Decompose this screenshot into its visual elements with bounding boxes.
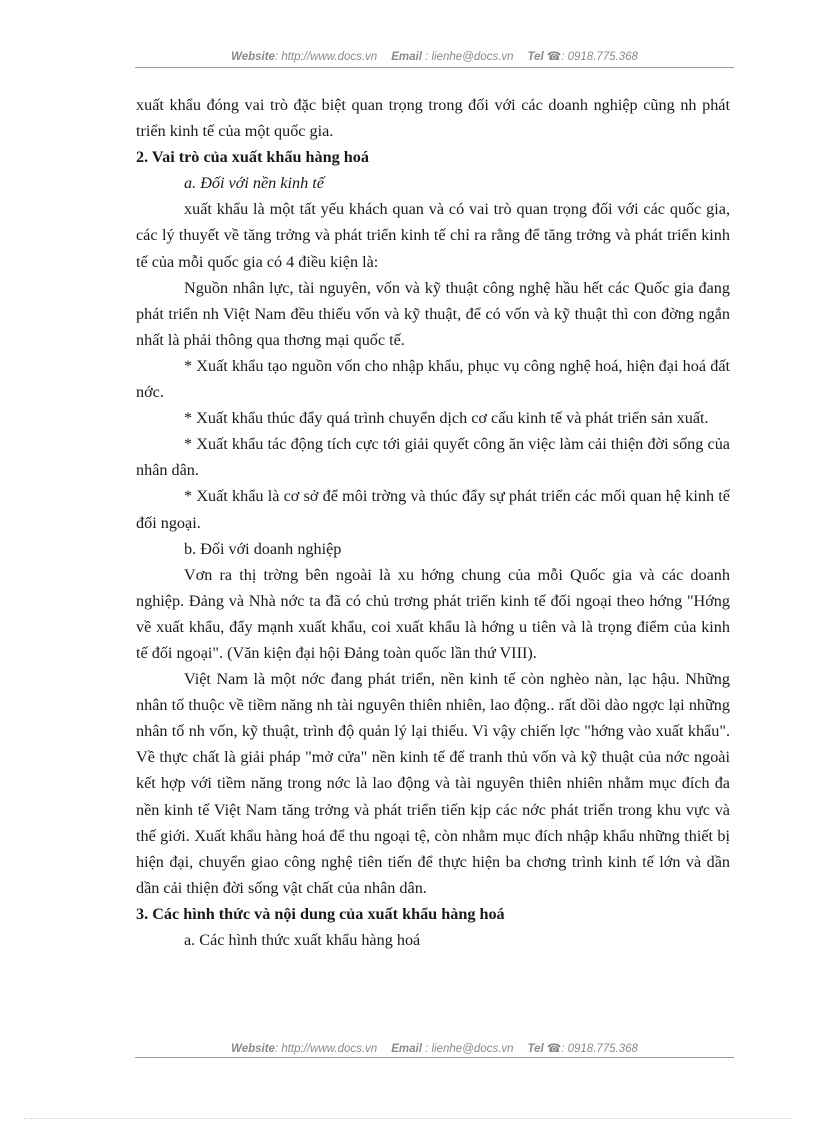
header-website-label: Website (231, 51, 275, 63)
paragraph-4: * Xuất khẩu thúc đẩy quá trình chuyển dịch cơ cấu kinh tế và phát triển sản xuất. (184, 409, 709, 428)
subsection-heading-3a: a. Các hình thức xuất khẩu hàng hoá (184, 931, 421, 949)
header-email-value[interactable]: : lienhe@docs.vn (425, 51, 514, 63)
subsection-heading-2b: b. Đối với doanh nghiệp (184, 539, 342, 558)
paragraph-1: xuất khẩu là một tất yếu khách quan và có vai trò quan trọng đối với các quốc gia, các lý thuyết về tăng trởng và phát triển kinh tế chỉ ra rằng để tăng trởng và phát triển kinh tế của mỗi quốc gia có 4 điều kiện là: (136, 200, 730, 271)
paragraph-intro: xuất khẩu đóng vai trò đặc biệt quan trọng trong đối với các doanh nghiệp cũng nh phát triển kinh tế của một quốc gia. (136, 96, 730, 141)
header-rule (135, 67, 734, 68)
page-footer (135, 1041, 734, 1055)
header-tel-label: Tel (527, 51, 544, 63)
header-tel-value: ☎: 0918.775.368 (546, 51, 638, 63)
footer-website-label: Website (231, 1043, 275, 1055)
footer-tel-value: ☎: 0918.775.368 (546, 1043, 638, 1055)
footer-email-value[interactable]: : lienhe@docs.vn (425, 1043, 514, 1055)
footer-website-url[interactable]: : http://www.docs.vn (274, 1043, 378, 1055)
paragraph-8: Việt Nam là một nớc đang phát triển, nền kinh tế còn nghèo nàn, lạc hậu. Những nhân tố thuộc về tiềm năng nh tài nguyên thiên nhiên, lao động.. rất dồi dào ngợc lại những nhân tố nh vốn, kỹ thuật, trình độ quản lý lại thiếu. Vì vậy chiến lợc "hớng vào xuất khẩu". Về thực chất là giải pháp "mở cửa" nền kinh tế để tranh thủ vốn và kỹ thuật của nớc ngoài kết hợp với tiềm năng trong nớc là lao động và tài nguyên thiên nhiên nhằm mục đích đa nền kinh tế Việt Nam tăng trởng và phát triển tiến kịp các nớc phát triển trong khu vực và thế giới. Xuất khẩu hàng hoá để thu ngoại tệ, còn nhằm mục đích nhập khẩu những thiết bị hiện đại, chuyển giao công nghệ tiên tiến để thực hiện ba chơng trình kinh tế lớn và dần dần cải thiện đời sống vật chất của nhân dân. (136, 670, 730, 897)
footer-rule (135, 1057, 734, 1058)
section-heading-3: 3. Các hình thức và nội dung của xuất khẩu hàng hoá (136, 904, 505, 923)
page-header (135, 49, 734, 63)
paragraph-2: Nguồn nhân lực, tài nguyên, vốn và kỹ thuật công nghệ hầu hết các Quốc gia đang phát triển nh Việt Nam đều thiếu vốn và kỹ thuật, để có vốn và kỹ thuật thì con đờng ngắn nhất là phải thông qua thơng mại quốc tế. (136, 278, 730, 349)
paragraph-6: * Xuất khẩu là cơ sở để môi trờng và thúc đẩy sự phát triển các mối quan hệ kinh tế đối ngoại. (136, 487, 730, 532)
header-website-url[interactable]: : http://www.docs.vn (274, 51, 378, 63)
paragraph-3: * Xuất khẩu tạo nguồn vốn cho nhập khẩu, phục vụ công nghệ hoá, hiện đại hoá đất nớc. (136, 356, 730, 402)
page-bottom-border (24, 1118, 792, 1119)
subsection-heading-2a: a. Đối với nền kinh tế (184, 174, 324, 193)
paragraph-5: * Xuất khẩu tác động tích cực tới giải quyết công ăn việc làm cải thiện đời sống của nhân dân. (136, 435, 730, 480)
footer-email-label: Email (391, 1043, 422, 1055)
section-heading-2: 2. Vai trò của xuất khẩu hàng hoá (136, 148, 369, 167)
paragraph-7: Vơn ra thị trờng bên ngoài là xu hớng chung của mỗi Quốc gia và các doanh nghiệp. Đảng và Nhà nớc ta đã có chủ trơng phát triển kinh tế đối ngoại theo hớng "Hớng về xuất khẩu, đẩy mạnh xuất khẩu, coi xuất khẩu là hớng u tiên và là trọng điểm của kinh tế đối ngoại". (Văn kiện đại hội Đảng toàn quốc lần thứ VIII). (136, 565, 730, 662)
header-email-label: Email (391, 51, 422, 63)
document-body (136, 92, 730, 953)
footer-tel-label: Tel (527, 1043, 544, 1055)
